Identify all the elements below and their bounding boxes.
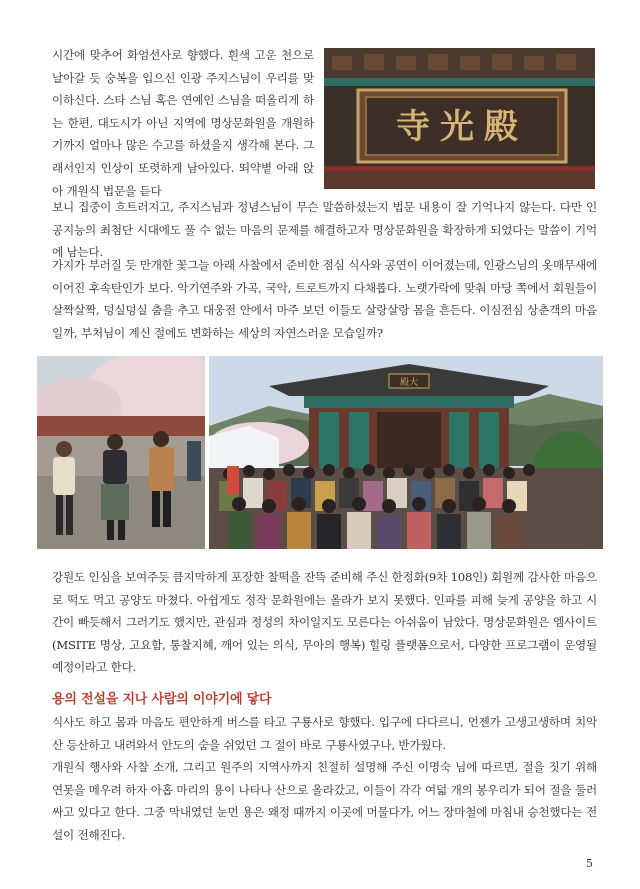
section-heading: 용의 전설을 지나 사람의 이야기에 닿다 — [52, 692, 272, 707]
group-photo-temple — [209, 356, 603, 549]
body-paragraph-4: 강원도 인심을 보여주듯 큼지막하게 포장한 찰떡을 잔뜩 준비해 주신 한정화(9차 108인) 회원께 감사한 마음으로 떡도 먹고 공양도 마쳤다. 아쉽게도 정작 문화원에는 올라가 보지 못했다. 인파를 피해 늦게 공양을 하고 시간이 빠듯해서 그러기도 했지만, 관심과 정성의 차이일지도 모른다는 아쉬움이 남았다. 명상문화원은 엠사이트(MSITE 명상, 고요함, 통찰지혜, 깨어 있는 의식, 무아의 행복) 힐링 플랫폼으로서, 다양한 프로그램이 운영될 예정이라고 한다. — [52, 570, 597, 675]
page-number: 5 — [586, 857, 593, 870]
body-paragraph-5: 식사도 하고 몸과 마음도 편안하게 버스를 타고 구룡사로 향했다. 입구에 다다르니, 언젠가 고생고생하며 치악산 등산하고 내려와서 안도의 숨을 쉬었던 그 절이 바로 구룡사였구나, 반가웠다. — [52, 715, 597, 752]
members-walking-photo — [37, 356, 205, 549]
body-paragraph-3: 가지가 부러질 듯 만개한 꽃그늘 아래 사찰에서 준비한 점심 식사와 공연이 이어졌는데, 인광스님의 옷매무새에 이어진 후속탄인가 보다. 악기연주와 가곡, 국악, 트로트까지 다채롭다. 노랫가락에 맞춰 마당 쪽에서 회원들이 살짝살짝, 덩실덩실 춤을 추고 대웅전 안에서 마주 보던 이들도 살랑살랑 몸을 흔든다. 이심전심 상춘객의 마음일까, 부처님이 계신 절에도 변화하는 세상의 자연스러운 모습일까? — [52, 258, 597, 340]
signboard-text: 寺光殿 — [396, 107, 528, 147]
body-paragraph-6: 개원식 행사와 사찰 소개, 그리고 원주의 지역사까지 친절히 설명해 주신 이명숙 님에 따르면, 절을 짓기 위해 연못을 메우려 하자 아홉 마리의 용이 나타나 산으로 올라갔고, 이들이 각각 여덟 개의 봉우리가 되어 절을 둘러싸고 있다고 한다. 그중 막내였던 눈먼 용은 왜정 때까지 이곳에 머물다가, 어느 장마철에 마침내 승천했다는 전설이 전해진다. — [52, 760, 597, 842]
body-paragraph-2: 보니 집중이 흐트러지고, 주지스님과 정념스님이 무슨 말씀하셨는지 법문 내용이 잘 기억나지 않는다. 다만 인공지능의 최첨단 시대에도 풀 수 없는 마음의 문제를 해결하고자 명상문화원을 확장하게 되었다는 말씀이 기억에 남는다. — [52, 200, 597, 260]
body-paragraph-1: 시간에 맞추어 화엄선사로 향했다. 흰색 고운 천으로 날아갈 듯 숭복을 입으신 인광 주지스님이 우리를 맞이하신다. 스타 스님 혹은 연예인 스님을 떠올리게 하는 한편, 대도시가 아닌 지역에 명상문화원을 개원하기까지 얼마나 많은 수고를 하셨을지 생각해 본다. 그래서인지 인상이 또렷하게 남아있다. 뙤약볕 아래 앉아 개원식 법문을 듣다 — [52, 48, 314, 198]
temple-signboard-photo — [324, 48, 595, 189]
hall-sign-text: 殿大 — [399, 378, 419, 388]
